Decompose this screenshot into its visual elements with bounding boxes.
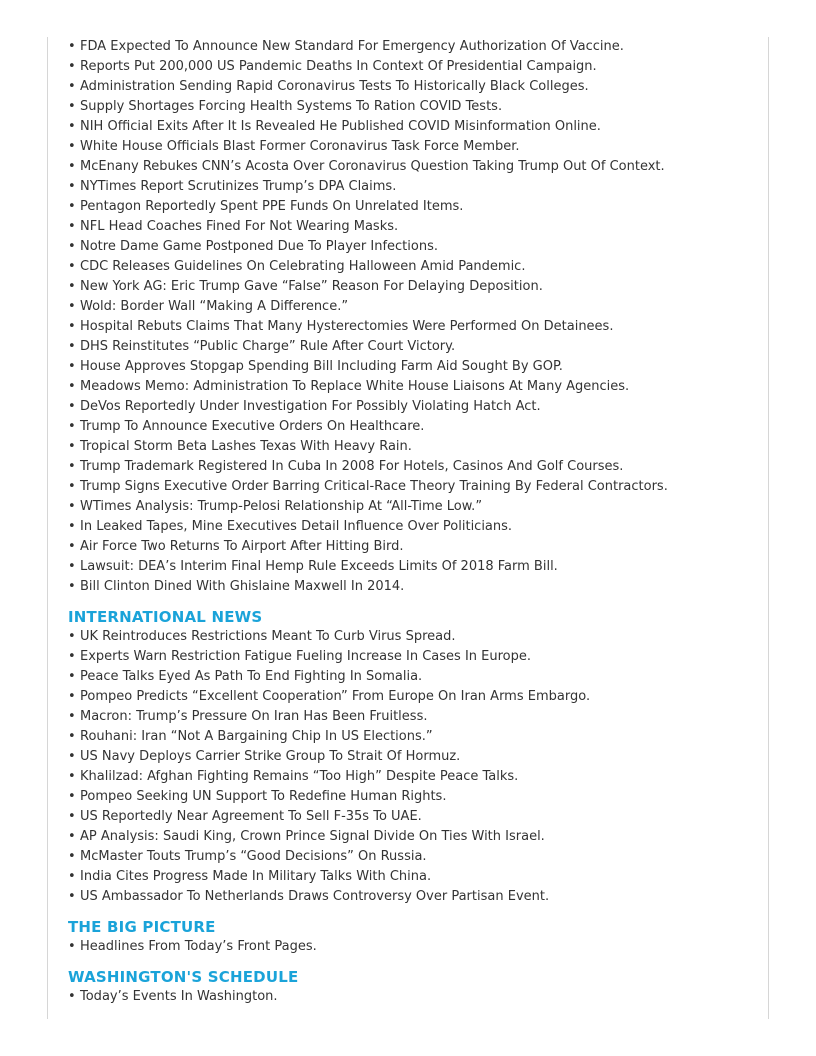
headline-text: Bill Clinton Dined With Ghislaine Maxwell In 2014. bbox=[80, 579, 405, 594]
headline-item[interactable] bbox=[68, 787, 760, 807]
headline-text: New York AG: Eric Trump Gave “False” Reason For Delaying Deposition. bbox=[80, 279, 543, 294]
bullet-icon: • bbox=[68, 379, 76, 394]
bullet-icon: • bbox=[68, 749, 76, 764]
headline-text: White House Officials Blast Former Coronavirus Task Force Member. bbox=[80, 139, 520, 154]
headline-item[interactable] bbox=[68, 557, 760, 577]
bullet-icon: • bbox=[68, 459, 76, 474]
headline-text: India Cites Progress Made In Military Talks With China. bbox=[80, 869, 432, 884]
headline-text: US Reportedly Near Agreement To Sell F-35s To UAE. bbox=[80, 809, 422, 824]
headline-item[interactable] bbox=[68, 237, 760, 257]
headline-item[interactable] bbox=[68, 337, 760, 357]
headline-item[interactable] bbox=[68, 747, 760, 767]
headline-item[interactable] bbox=[68, 377, 760, 397]
headline-item[interactable] bbox=[68, 197, 760, 217]
bullet-icon: • bbox=[68, 869, 76, 884]
headline-item[interactable] bbox=[68, 827, 760, 847]
headline-item[interactable] bbox=[68, 477, 760, 497]
headline-item[interactable] bbox=[68, 867, 760, 887]
bullet-icon: • bbox=[68, 159, 76, 174]
headline-text: CDC Releases Guidelines On Celebrating Halloween Amid Pandemic. bbox=[80, 259, 526, 274]
headline-text: Notre Dame Game Postponed Due To Player Infections. bbox=[80, 239, 438, 254]
bullet-icon: • bbox=[68, 139, 76, 154]
bullet-icon: • bbox=[68, 989, 76, 1004]
headline-item[interactable] bbox=[68, 647, 760, 667]
headline-text: Today’s Events In Washington. bbox=[80, 989, 278, 1004]
headline-text: NYTimes Report Scrutinizes Trump’s DPA Claims. bbox=[80, 179, 397, 194]
bullet-icon: • bbox=[68, 559, 76, 574]
headline-text: Khalilzad: Afghan Fighting Remains “Too High” Despite Peace Talks. bbox=[80, 769, 519, 784]
headline-text: FDA Expected To Announce New Standard For Emergency Authorization Of Vaccine. bbox=[80, 39, 624, 54]
bullet-icon: • bbox=[68, 689, 76, 704]
bullet-icon: • bbox=[68, 39, 76, 54]
headline-item[interactable] bbox=[68, 217, 760, 237]
bullet-icon: • bbox=[68, 259, 76, 274]
bullet-icon: • bbox=[68, 729, 76, 744]
headline-item[interactable] bbox=[68, 177, 760, 197]
page-right-rule bbox=[768, 37, 769, 1019]
headline-item[interactable] bbox=[68, 847, 760, 867]
headline-item[interactable] bbox=[68, 937, 760, 957]
headline-text: Reports Put 200,000 US Pandemic Deaths In Context Of Presidential Campaign. bbox=[80, 59, 597, 74]
headline-text: DHS Reinstitutes “Public Charge” Rule After Court Victory. bbox=[80, 339, 456, 354]
bullet-icon: • bbox=[68, 59, 76, 74]
headline-text: Trump Trademark Registered In Cuba In 2008 For Hotels, Casinos And Golf Courses. bbox=[80, 459, 624, 474]
headline-item[interactable] bbox=[68, 417, 760, 437]
headline-text: US Navy Deploys Carrier Strike Group To Strait Of Hormuz. bbox=[80, 749, 461, 764]
headline-item[interactable] bbox=[68, 37, 760, 57]
bullet-icon: • bbox=[68, 199, 76, 214]
bullet-icon: • bbox=[68, 279, 76, 294]
international-news-list bbox=[68, 627, 760, 907]
headline-text: Wold: Border Wall “Making A Difference.” bbox=[80, 299, 349, 314]
headline-text: DeVos Reportedly Under Investigation For Possibly Violating Hatch Act. bbox=[80, 399, 541, 414]
headline-item[interactable] bbox=[68, 577, 760, 597]
headline-item[interactable] bbox=[68, 767, 760, 787]
domestic-news-list bbox=[68, 37, 760, 597]
headline-item[interactable] bbox=[68, 77, 760, 97]
headline-text: McEnany Rebukes CNN’s Acosta Over Coronavirus Question Taking Trump Out Of Context. bbox=[80, 159, 665, 174]
headline-item[interactable] bbox=[68, 517, 760, 537]
bullet-icon: • bbox=[68, 579, 76, 594]
headline-text: WTimes Analysis: Trump-Pelosi Relationship At “All-Time Low.” bbox=[80, 499, 483, 514]
bullet-icon: • bbox=[68, 629, 76, 644]
headline-text: Rouhani: Iran “Not A Bargaining Chip In US Elections.” bbox=[80, 729, 433, 744]
washington-schedule-list bbox=[68, 987, 760, 1007]
page-left-rule bbox=[47, 37, 48, 1019]
bullet-icon: • bbox=[68, 359, 76, 374]
headline-text: Hospital Rebuts Claims That Many Hysterectomies Were Performed On Detainees. bbox=[80, 319, 614, 334]
bullet-icon: • bbox=[68, 539, 76, 554]
headline-text: Experts Warn Restriction Fatigue Fueling Increase In Cases In Europe. bbox=[80, 649, 531, 664]
bullet-icon: • bbox=[68, 769, 76, 784]
big-picture-heading: THE BIG PICTURE bbox=[68, 918, 216, 936]
headline-item[interactable] bbox=[68, 317, 760, 337]
headline-item[interactable] bbox=[68, 497, 760, 517]
bullet-icon: • bbox=[68, 709, 76, 724]
headline-text: NFL Head Coaches Fined For Not Wearing Masks. bbox=[80, 219, 399, 234]
newsletter-content bbox=[68, 37, 760, 1007]
headline-text: Peace Talks Eyed As Path To End Fighting In Somalia. bbox=[80, 669, 423, 684]
headline-text: UK Reintroduces Restrictions Meant To Curb Virus Spread. bbox=[80, 629, 456, 644]
bullet-icon: • bbox=[68, 939, 76, 954]
bullet-icon: • bbox=[68, 79, 76, 94]
headline-item[interactable] bbox=[68, 707, 760, 727]
headline-text: Supply Shortages Forcing Health Systems To Ration COVID Tests. bbox=[80, 99, 503, 114]
bullet-icon: • bbox=[68, 339, 76, 354]
bullet-icon: • bbox=[68, 479, 76, 494]
headline-item[interactable] bbox=[68, 357, 760, 377]
big-picture-list bbox=[68, 937, 760, 957]
headline-item[interactable] bbox=[68, 667, 760, 687]
headline-item[interactable] bbox=[68, 397, 760, 417]
bullet-icon: • bbox=[68, 219, 76, 234]
headline-text: Lawsuit: DEA’s Interim Final Hemp Rule Exceeds Limits Of 2018 Farm Bill. bbox=[80, 559, 558, 574]
bullet-icon: • bbox=[68, 889, 76, 904]
headline-text: Air Force Two Returns To Airport After Hitting Bird. bbox=[80, 539, 404, 554]
headline-item[interactable] bbox=[68, 297, 760, 317]
bullet-icon: • bbox=[68, 239, 76, 254]
bullet-icon: • bbox=[68, 419, 76, 434]
headline-item[interactable] bbox=[68, 687, 760, 707]
headline-item[interactable] bbox=[68, 727, 760, 747]
headline-item[interactable] bbox=[68, 537, 760, 557]
headline-item[interactable] bbox=[68, 277, 760, 297]
bullet-icon: • bbox=[68, 499, 76, 514]
bullet-icon: • bbox=[68, 809, 76, 824]
bullet-icon: • bbox=[68, 299, 76, 314]
headline-text: Meadows Memo: Administration To Replace White House Liaisons At Many Agencies. bbox=[80, 379, 630, 394]
headline-text: Headlines From Today’s Front Pages. bbox=[80, 939, 317, 954]
headline-text: House Approves Stopgap Spending Bill Including Farm Aid Sought By GOP. bbox=[80, 359, 563, 374]
bullet-icon: • bbox=[68, 519, 76, 534]
headline-text: Administration Sending Rapid Coronavirus Tests To Historically Black Colleges. bbox=[80, 79, 589, 94]
headline-text: Trump To Announce Executive Orders On Healthcare. bbox=[80, 419, 425, 434]
headline-text: Pompeo Seeking UN Support To Redefine Human Rights. bbox=[80, 789, 447, 804]
washington-schedule-heading: WASHINGTON'S SCHEDULE bbox=[68, 968, 299, 986]
bullet-icon: • bbox=[68, 179, 76, 194]
headline-item[interactable] bbox=[68, 117, 760, 137]
headline-text: US Ambassador To Netherlands Draws Controversy Over Partisan Event. bbox=[80, 889, 550, 904]
headline-text: AP Analysis: Saudi King, Crown Prince Signal Divide On Ties With Israel. bbox=[80, 829, 545, 844]
headline-item[interactable] bbox=[68, 807, 760, 827]
bullet-icon: • bbox=[68, 439, 76, 454]
headline-text: Pentagon Reportedly Spent PPE Funds On Unrelated Items. bbox=[80, 199, 464, 214]
headline-item[interactable] bbox=[68, 627, 760, 647]
headline-item[interactable] bbox=[68, 57, 760, 77]
headline-text: McMaster Touts Trump’s “Good Decisions” On Russia. bbox=[80, 849, 427, 864]
bullet-icon: • bbox=[68, 319, 76, 334]
international-news-heading: INTERNATIONAL NEWS bbox=[68, 608, 263, 626]
headline-item[interactable] bbox=[68, 137, 760, 157]
headline-item[interactable] bbox=[68, 437, 760, 457]
headline-text: NIH Official Exits After It Is Revealed He Published COVID Misinformation Online. bbox=[80, 119, 601, 134]
bullet-icon: • bbox=[68, 669, 76, 684]
headline-item[interactable] bbox=[68, 97, 760, 117]
bullet-icon: • bbox=[68, 99, 76, 114]
bullet-icon: • bbox=[68, 829, 76, 844]
headline-item[interactable] bbox=[68, 887, 760, 907]
headline-item[interactable] bbox=[68, 257, 760, 277]
headline-item[interactable] bbox=[68, 457, 760, 477]
headline-text: Tropical Storm Beta Lashes Texas With Heavy Rain. bbox=[80, 439, 412, 454]
bullet-icon: • bbox=[68, 789, 76, 804]
bullet-icon: • bbox=[68, 849, 76, 864]
headline-item[interactable] bbox=[68, 987, 760, 1007]
headline-text: Pompeo Predicts “Excellent Cooperation” From Europe On Iran Arms Embargo. bbox=[80, 689, 591, 704]
headline-item[interactable] bbox=[68, 157, 760, 177]
bullet-icon: • bbox=[68, 649, 76, 664]
headline-text: In Leaked Tapes, Mine Executives Detail Influence Over Politicians. bbox=[80, 519, 513, 534]
headline-text: Trump Signs Executive Order Barring Critical-Race Theory Training By Federal Contractors. bbox=[80, 479, 668, 494]
bullet-icon: • bbox=[68, 399, 76, 414]
bullet-icon: • bbox=[68, 119, 76, 134]
headline-text: Macron: Trump’s Pressure On Iran Has Been Fruitless. bbox=[80, 709, 428, 724]
